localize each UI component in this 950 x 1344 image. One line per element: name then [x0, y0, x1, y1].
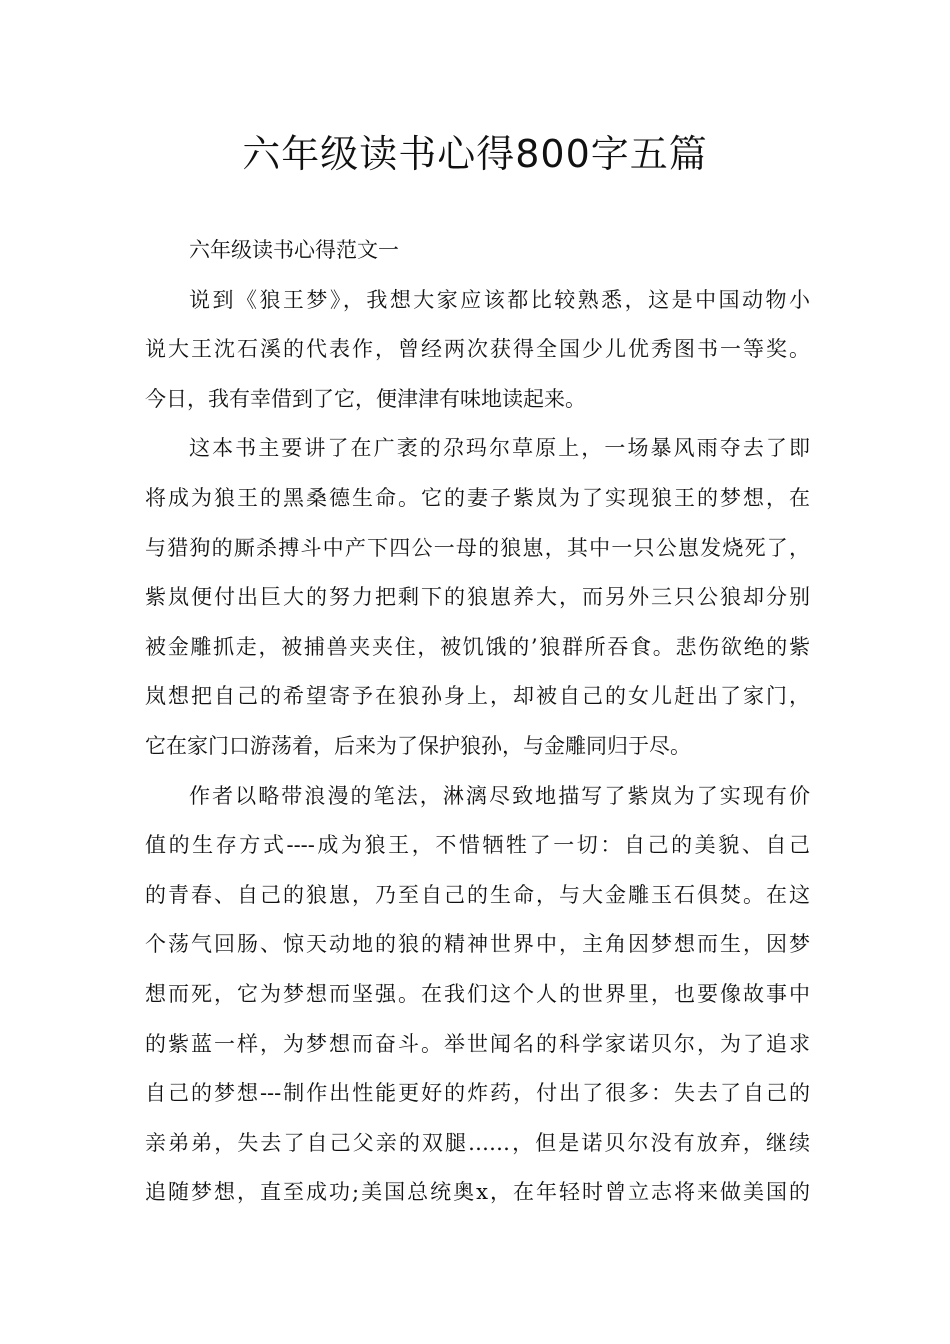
- paragraph-line: 亲弟弟，失去了自己父亲的双腿……，但是诺贝尔没有放弃，继续: [145, 1130, 810, 1155]
- paragraph-line: 追随梦想，直至成功;美国总统奥x，在年轻时曾立志将来做美国的: [145, 1180, 810, 1205]
- paragraph-line: 将成为狼王的黑桑德生命。它的妻子紫岚为了实现狼王的梦想，在: [145, 485, 810, 510]
- paragraph-line: 值的生存方式----成为狼王，不惜牺牲了一切：自己的美貌、自己: [145, 833, 810, 858]
- paragraph-line: 说到《狼王梦》，我想大家应该都比较熟悉，这是中国动物小: [189, 287, 810, 312]
- paragraph-line: 作者以略带浪漫的笔法，淋漓尽致地描写了紫岚为了实现有价: [189, 783, 810, 808]
- paragraph-line: 的青春、自己的狼崽，乃至自己的生命，与大金雕玉石俱焚。在这: [145, 882, 810, 907]
- paragraph-line: 它在家门口游荡着，后来为了保护狼孙，与金雕同归于尽。: [145, 733, 691, 758]
- paragraph-line: 想而死，它为梦想而坚强。在我们这个人的世界里，也要像故事中: [145, 981, 810, 1006]
- document-title: 六年级读书心得800字五篇: [242, 132, 708, 176]
- paragraph-line: 紫岚便付出巨大的努力把剩下的狼崽养大，而另外三只公狼却分别: [145, 585, 810, 610]
- paragraph-line: 的紫蓝一样，为梦想而奋斗。举世闻名的科学家诺贝尔，为了追求: [145, 1031, 810, 1056]
- paragraph-line: 今日，我有幸借到了它，便津津有味地读起来。: [145, 386, 586, 411]
- document-body: [145, 226, 810, 1218]
- paragraph-line: 说大王沈石溪的代表作，曾经两次获得全国少儿优秀图书一等奖。: [145, 337, 810, 362]
- paragraph-line: 自己的梦想---制作出性能更好的炸药，付出了很多：失去了自己的: [145, 1081, 810, 1106]
- paragraph-line: 个荡气回肠、惊天动地的狼的精神世界中，主角因梦想而生，因梦: [145, 932, 810, 957]
- paragraph-line: 这本书主要讲了在广袤的尕玛尔草原上，一场暴风雨夺去了即: [189, 436, 810, 461]
- paragraph-line: 被金雕抓走，被捕兽夹夹住，被饥饿的’狼群所吞食。悲伤欲绝的紫: [145, 634, 810, 659]
- section-heading: 六年级读书心得范文一: [189, 238, 399, 262]
- paragraph-line: 与猎狗的厮杀搏斗中产下四公一母的狼崽，其中一只公崽发烧死了，: [145, 535, 810, 560]
- paragraph-line: 岚想把自己的希望寄予在狼孙身上，却被自己的女儿赶出了家门，: [145, 684, 810, 709]
